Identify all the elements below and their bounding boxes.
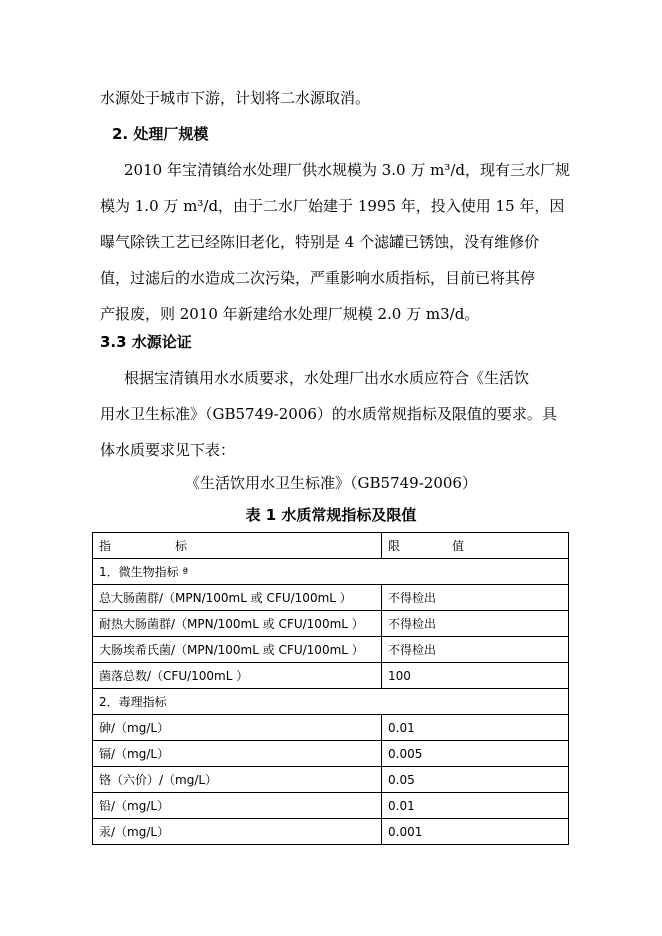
table-row [93, 585, 569, 611]
table-row [93, 741, 569, 767]
table-row [93, 793, 569, 819]
header-indicator [93, 533, 382, 559]
header-indicator-char: 指 [99, 539, 112, 553]
limit-cell: 0.001 [382, 819, 569, 845]
indicator-cell: 菌落总数/（CFU/100mL ） [93, 663, 382, 689]
paragraph-line: 产报废，则 2010 年新建给水处理厂规模 2.0 万 m3/d。 [100, 305, 480, 323]
paragraph-line: 2010 年宝清镇给水处理厂供水规模为 3.0 万 m³/d，现有三水厂规 [124, 161, 570, 179]
header-limit-char: 限 [388, 539, 401, 553]
table-row [93, 819, 569, 845]
table-row [93, 663, 569, 689]
section-label: 2．毒理指标 [93, 689, 569, 715]
standard-caption: 《生活饮用水卫生标准》（GB5749-2006） [185, 474, 477, 492]
indicator-cell: 总大肠菌群/（MPN/100mL 或 CFU/100mL ） [93, 585, 382, 611]
paragraph-line: 体水质要求见下表： [100, 441, 236, 459]
section-heading-processing-scale: 2. 处理厂规模 [112, 125, 209, 143]
indicator-cell: 大肠埃希氏菌/（MPN/100mL 或 CFU/100mL ） [93, 637, 382, 663]
section-heading-water-source: 3.3 水源论证 [100, 333, 192, 351]
table-row [93, 715, 569, 741]
table-row [93, 637, 569, 663]
paragraph-line: 水源处于城市下游，计划将二水源取消。 [100, 89, 371, 107]
indicator-cell: 耐热大肠菌群/（MPN/100mL 或 CFU/100mL ） [93, 611, 382, 637]
indicator-cell: 铬（六价）/（mg/L） [93, 767, 382, 793]
limit-cell: 0.01 [382, 793, 569, 819]
indicator-cell: 铅/（mg/L） [93, 793, 382, 819]
paragraph-line: 根据宝清镇用水水质要求，水处理厂出水水质应符合《生活饮 [124, 369, 530, 387]
paragraph-line: 曝气除铁工艺已经陈旧老化，特别是 4 个滤罐已锈蚀，没有维修价 [100, 233, 540, 251]
indicator-cell: 汞/（mg/L） [93, 819, 382, 845]
limit-cell: 不得检出 [382, 637, 569, 663]
header-limit-char: 值 [452, 539, 465, 553]
table-row [93, 611, 569, 637]
limit-cell: 0.005 [382, 741, 569, 767]
header-limit [382, 533, 569, 559]
table-section-row [93, 559, 569, 585]
limit-cell: 0.05 [382, 767, 569, 793]
section-label: 1．微生物指标 ª [93, 559, 569, 585]
paragraph-line: 用水卫生标准》（GB5749-2006）的水质常规指标及限值的要求。具 [100, 405, 557, 423]
paragraph-line: 模为 1.0 万 m³/d，由于二水厂始建于 1995 年，投入使用 15 年，因 [100, 197, 565, 215]
table-section-row [93, 689, 569, 715]
header-indicator-char: 标 [175, 539, 188, 553]
indicator-cell: 镉/（mg/L） [93, 741, 382, 767]
paragraph-line: 值，过滤后的水造成二次污染，严重影响水质指标，目前已将其停 [100, 269, 536, 287]
indicator-cell: 砷/（mg/L） [93, 715, 382, 741]
table-row [93, 767, 569, 793]
limit-cell: 不得检出 [382, 585, 569, 611]
table-title: 表 1 水质常规指标及限值 [245, 506, 417, 524]
table-header-row [93, 533, 569, 559]
limit-cell: 0.01 [382, 715, 569, 741]
limit-cell: 100 [382, 663, 569, 689]
water-quality-table [92, 532, 569, 845]
limit-cell: 不得检出 [382, 611, 569, 637]
